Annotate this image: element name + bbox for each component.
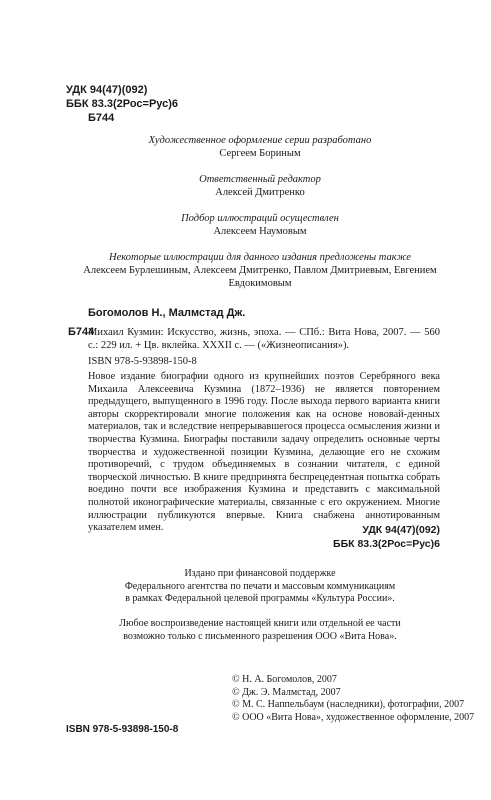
bbk-code: ББК 83.3(2Рос=Рус)6 [333, 538, 440, 550]
catalog-entry [68, 307, 440, 535]
copyright-line: © М. С. Наппельбаум (наследники), фотографии, 2007 [232, 699, 465, 710]
classification-block-bottom [333, 523, 440, 551]
udk-code: УДК 94(47)(092) [66, 84, 148, 96]
credit-role: Ответственный редактор [199, 174, 321, 185]
entry-annotation [68, 371, 440, 535]
funding-note [90, 568, 430, 606]
funding-line: Издано при финансовой поддержке [184, 568, 336, 579]
entry-isbn: ISBN 978-5-93898-150-8 [88, 356, 197, 367]
entry-authors: Богомолов Н., Малмстад Дж. [88, 307, 246, 319]
credit-editor [70, 173, 450, 199]
udk-code: УДК 94(47)(092) [362, 524, 440, 536]
credit-role: Художественное оформление серии разработано [148, 135, 372, 146]
credit-role: Некоторые иллюстрации для данного издания предложены также [109, 252, 411, 263]
funding-line: Федерального агентства по печати и массовым коммуникациям [124, 580, 396, 592]
credit-contributors [70, 251, 450, 290]
copyright-list [232, 674, 474, 724]
credit-role: Подбор иллюстраций осуществлен [181, 213, 339, 224]
funding-line: в рамках Федеральной целевой программы «Культура России». [125, 593, 395, 604]
annotation-text: Новое издание биографии одного из крупнейших поэтов Серебряного века Михаила Алексеевича Кузмина (1872–1936) не является повторением предыдущего, выпущенного в 1996 году. После выхода первого варианта книги авторы скорректировали многие положения как на основе нововай-денных материалов, так и вследствие непрерывавшегося процесса осмысления жизни и творчества Кузмина. Биографы поставили задачу определить основные черты творчества и художественной позиции Кузмина, делающие его не схожим противоречий, с трудом объединяемых в сознании читателя, с единой творческой личностью. В книге предпринята беспрецедентная попытка собрать воедино почти все изображения Кузмина и представить с максимальной полнотой иконографические материалы, связанные с его окружением. Многие иллюстрации публикуются впервые. Книга снабжена аннотированным указателем имен. [88, 371, 440, 534]
entry-author-sign: Б744 [68, 326, 95, 338]
copyright-line: © Н. А. Богомолов, 2007 [232, 674, 337, 685]
author-sign: Б744 [88, 112, 115, 124]
entry-title-row [68, 326, 440, 352]
credit-illustrations [70, 212, 450, 238]
bbk-code: ББК 83.3(2Рос=Рус)6 [66, 98, 179, 110]
classification-block-top [66, 83, 178, 125]
credit-name: Алексеем Бурлешиным, Алексеем Дмитренко, Павлом Дмитриевым, Евгением Евдокимовым [83, 265, 437, 289]
rights-line: возможно только с письменного разрешения ООО «Вита Нова». [123, 630, 397, 642]
credit-name: Сергеем Бориным [219, 148, 301, 159]
rights-line: Любое воспроизведение настоящей книги или отдельной ее части [119, 618, 401, 629]
rights-note [90, 618, 430, 643]
copyright-line: © Дж. Э. Малмстад, 2007 [232, 686, 341, 698]
entry-title: Михаил Кузмин: Искусство, жизнь, эпоха. — СПб.: Вита Нова, 2007. — 560 с.: 229 ил. + Цв. вклейка. XXXII с. — («Жизнеописания»). [88, 327, 440, 351]
credit-name: Алексеем Наумовым [213, 226, 307, 237]
credit-series-design [70, 134, 450, 160]
credit-name: Алексей Дмитренко [215, 187, 305, 198]
copyright-line: © ООО «Вита Нова», художественное оформление, 2007 [232, 711, 475, 723]
credits-block [70, 134, 450, 303]
isbn-bottom: ISBN 978-5-93898-150-8 [66, 724, 179, 735]
